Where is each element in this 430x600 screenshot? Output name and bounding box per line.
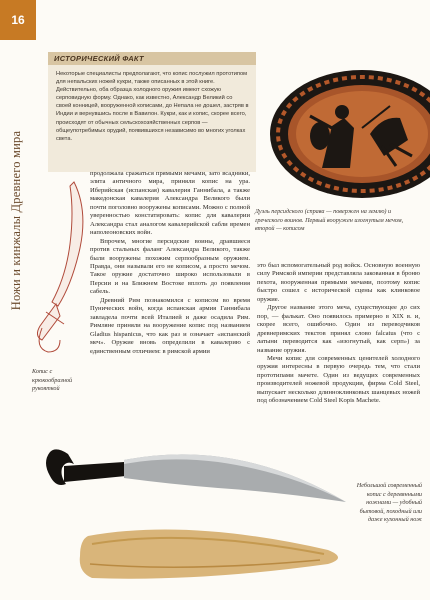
- historical-fact-box: [48, 52, 256, 172]
- paragraph: продолжала сражаться прямыми мечами, зато всадники, элита античного мира, приняли копис на ура. Иберийская (испанская) кавалерия Ганнибала, а также македонская кавалерия Александра Великого были почти поголовно вооружены кописами. Можно с полной уверенностью констатировать: копис для кавалерии Александра стал аналогом кавалерийской сабли времен наполеоновских войн.: [90, 170, 250, 237]
- paragraph: это был вспомогательный род войск. Основную военную силу Римской империи представляла закованная в броню пехота, вооруженная прямыми мечами, поэтому копис быстро сошел с исторической сцены как клинковое оружие.: [257, 262, 420, 303]
- sheath-caption: Небольшой современный копис с деревянными ножнами — удобный бытовой, походный или даже кухонный нож: [356, 482, 422, 524]
- running-title: Ножи и кинжалы Древнего мира: [9, 130, 24, 310]
- plate-caption: Дуэль персидского (справа — повержен на землю) и греческого воинов. Первый вооружен изогнутым мечом, второй — кописом: [255, 208, 404, 233]
- kopis-illustration: [30, 176, 90, 356]
- page-number: 16: [0, 0, 36, 40]
- paragraph: Впрочем, многие персидские воины, дравшиеся против стальных фаланг Александра Великого, также были вооружены похожим серпообразным оружием. Правда, они называли его не кописом, а просто мечом. Такое оружие достаточно широко использовали в Персии и на Ближнем Востоке вплоть до появления сабель.: [90, 237, 250, 296]
- fact-box-header: ИСТОРИЧЕСКИЙ ФАКТ: [48, 52, 256, 65]
- text-column-2: [257, 262, 420, 406]
- paragraph: Мечи копис для современных ценителей холодного оружия интересны в первую очередь тем, что стали прототипами мачете. Один из ведущих современных производителей ножевой продукции, фирма Cold Steel, выпускает несколько длинноклинковых шанцевых ножей под обозначением Cold Steel Kopis Machete.: [257, 354, 420, 405]
- paragraph: Другое название этого меча, существующее до сих пор, — фалькат. Оно появилось примерно в XIX в. и, скорее всего, ошибочно. Один из переводчиков древнеримских текстов принял слово falcatus (что с латыни переводится как «изогнутый, как серп») за название оружия.: [257, 304, 420, 354]
- kopis-caption: Копис с крюкообразной рукояткой: [32, 368, 73, 393]
- fact-box-text: Некоторые специалисты предполагают, что копис послужил прототипом для непальских ножей кукри, также описанных в этой книге. Действительно, оба образца холодного оружия имеют схожую серповидную форму. Однако, как известно, Александр Великий со своей конницей, вооруженной кописами, до Непала не дошел, застряв в Индии и вернувшись после в Вавилон. Кукри, как и копис, скорее всего, происходят от обычных сельскохозяйственных серпов — общеупотребимых орудий, появившихся независимо во многих уголках света.: [56, 71, 249, 142]
- paragraph: Древний Рим познакомился с кописом во время Пунических войн, когда испанская армия Ганнибала завладела почти всей Италией и даже осадила Рим. Римляне приняли на вооружение копис под названием Gladius hispanicus, что как раз и означает «испанский меч». Оружие вновь определили в кавалерию с единственным отличием: в римской армии: [90, 296, 250, 355]
- text-column-1: [90, 170, 250, 356]
- modern-kopis-photo: [28, 432, 358, 592]
